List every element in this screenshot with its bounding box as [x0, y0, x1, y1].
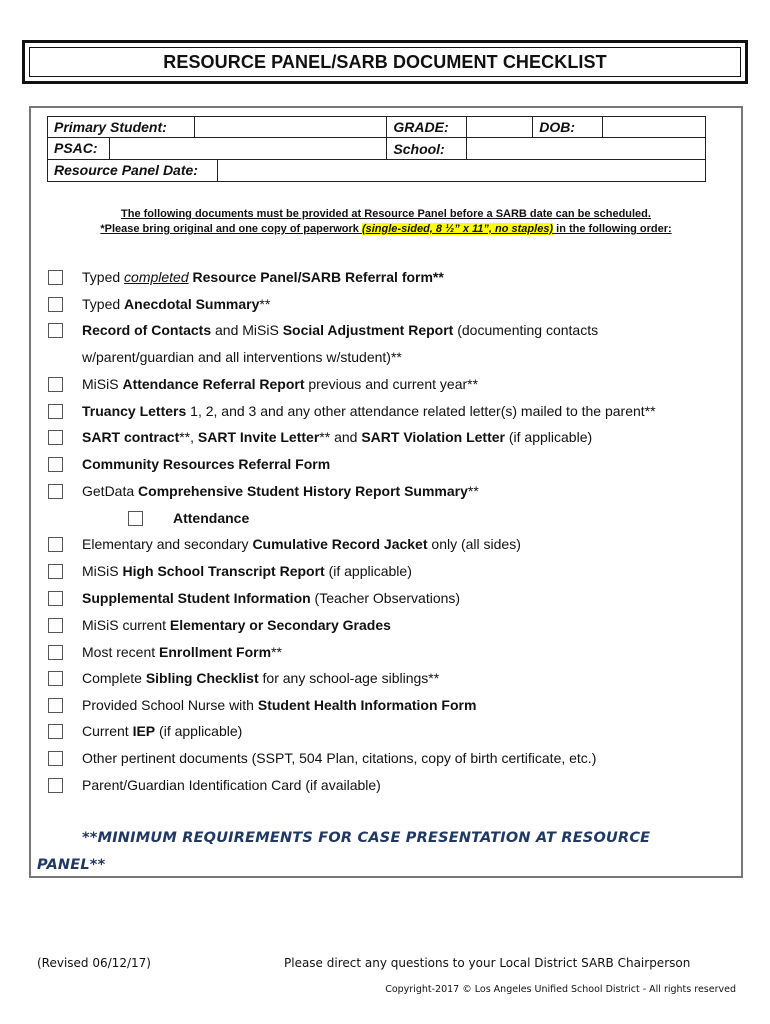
checkbox-supplemental-info[interactable]: [48, 591, 63, 606]
checkbox-iep[interactable]: [48, 724, 63, 739]
checklist-item-other-documents: Other pertinent documents (SSPT, 504 Plan, citations, copy of birth certificate, etc.): [82, 750, 597, 766]
checklist-item-attendance-referral: MiSiS Attendance Referral Report previous and current year**: [82, 376, 479, 392]
checkbox-health-form[interactable]: [48, 698, 63, 713]
school-label: School:: [387, 138, 467, 160]
checkbox-other-documents[interactable]: [48, 751, 63, 766]
checklist-item-id-card: Parent/Guardian Identification Card (if available): [82, 777, 381, 793]
checklist-item-sart: SART contract**, SART Invite Letter** and SART Violation Letter (if applicable): [82, 429, 593, 445]
primary-student-field[interactable]: [194, 117, 387, 138]
checklist-item-sibling-checklist: Complete Sibling Checklist for any school-age siblings**: [82, 670, 440, 686]
checklist-item-supplemental-info: Supplemental Student Information (Teacher Observations): [82, 590, 461, 606]
resource-panel-date-field[interactable]: [218, 160, 705, 181]
checkbox-transcript[interactable]: [48, 564, 63, 579]
checkbox-grades[interactable]: [48, 618, 63, 633]
instruction-note: The following documents must be provided at Resource Panel before a SARB date can be scheduled.: [121, 208, 651, 220]
revised-date: (Revised 06/12/17): [37, 956, 151, 970]
checklist-item-record-of-contacts-cont: w/parent/guardian and all interventions w/student)**: [82, 349, 402, 365]
checklist-item-record-of-contacts: Record of Contacts and MiSiS Social Adjustment Report (documenting contacts: [82, 322, 599, 338]
checklist-item-student-history: GetData Comprehensive Student History Report Summary**: [82, 483, 479, 499]
checkbox-student-history[interactable]: [48, 484, 63, 499]
checkbox-truancy-letters[interactable]: [48, 404, 63, 419]
minimum-requirements-note: **MINIMUM REQUIREMENTS FOR CASE PRESENTATION AT RESOURCE: [82, 830, 651, 846]
copyright: Copyright-2017 © Los Angeles Unified School District - All rights reserved: [385, 984, 736, 995]
minimum-requirements-note-cont: PANEL**: [37, 857, 106, 873]
checklist-item-anecdotal-summary: Typed Anecdotal Summary**: [82, 296, 271, 312]
checklist-item-truancy-letters: Truancy Letters 1, 2, and 3 and any other attendance related letter(s) mailed to the parent**: [82, 403, 656, 419]
psac-field[interactable]: [110, 138, 386, 159]
school-field[interactable]: [467, 138, 706, 160]
title-box: [22, 40, 748, 84]
dob-field[interactable]: [603, 117, 706, 138]
checklist-item-grades: MiSiS current Elementary or Secondary Grades: [82, 617, 391, 633]
student-info-table: [47, 116, 706, 182]
checkbox-anecdotal-summary[interactable]: [48, 297, 63, 312]
paper-format-highlight: (single-sided, 8 ½” x 11”, no staples): [361, 223, 554, 235]
grade-field[interactable]: [467, 117, 533, 138]
checklist-item-transcript: MiSiS High School Transcript Report (if applicable): [82, 563, 412, 579]
contact-note: Please direct any questions to your Local District SARB Chairperson: [284, 956, 691, 970]
primary-student-label: Primary Student:: [48, 117, 195, 138]
instruction-note-copies: *Please bring original and one copy of paperwork (single-sided, 8 ½” x 11”, no staples) in the following order:: [100, 223, 672, 235]
checklist-item-cumulative-record: Elementary and secondary Cumulative Record Jacket only (all sides): [82, 536, 521, 552]
checklist-item-referral-form: Typed completed Resource Panel/SARB Referral form**: [82, 269, 444, 285]
checklist-item-attendance: Attendance: [173, 510, 250, 526]
checklist-item-iep: Current IEP (if applicable): [82, 723, 243, 739]
checkbox-attendance-referral[interactable]: [48, 377, 63, 392]
psac-label: PSAC:: [48, 138, 110, 159]
checkbox-attendance[interactable]: [128, 511, 143, 526]
checklist-item-enrollment-form: Most recent Enrollment Form**: [82, 644, 282, 660]
checkbox-enrollment-form[interactable]: [48, 645, 63, 660]
resource-panel-date-label: Resource Panel Date:: [48, 160, 218, 181]
checkbox-sibling-checklist[interactable]: [48, 671, 63, 686]
checkbox-record-of-contacts[interactable]: [48, 323, 63, 338]
page-title: RESOURCE PANEL/SARB DOCUMENT CHECKLIST: [29, 47, 741, 77]
checkbox-cumulative-record[interactable]: [48, 537, 63, 552]
dob-label: DOB:: [533, 117, 603, 138]
checkbox-id-card[interactable]: [48, 778, 63, 793]
checklist-item-health-form: Provided School Nurse with Student Health Information Form: [82, 697, 477, 713]
checkbox-sart[interactable]: [48, 430, 63, 445]
grade-label: GRADE:: [387, 117, 467, 138]
checkbox-referral-form[interactable]: [48, 270, 63, 285]
checklist-item-community-resources: Community Resources Referral Form: [82, 456, 331, 472]
checkbox-community-resources[interactable]: [48, 457, 63, 472]
